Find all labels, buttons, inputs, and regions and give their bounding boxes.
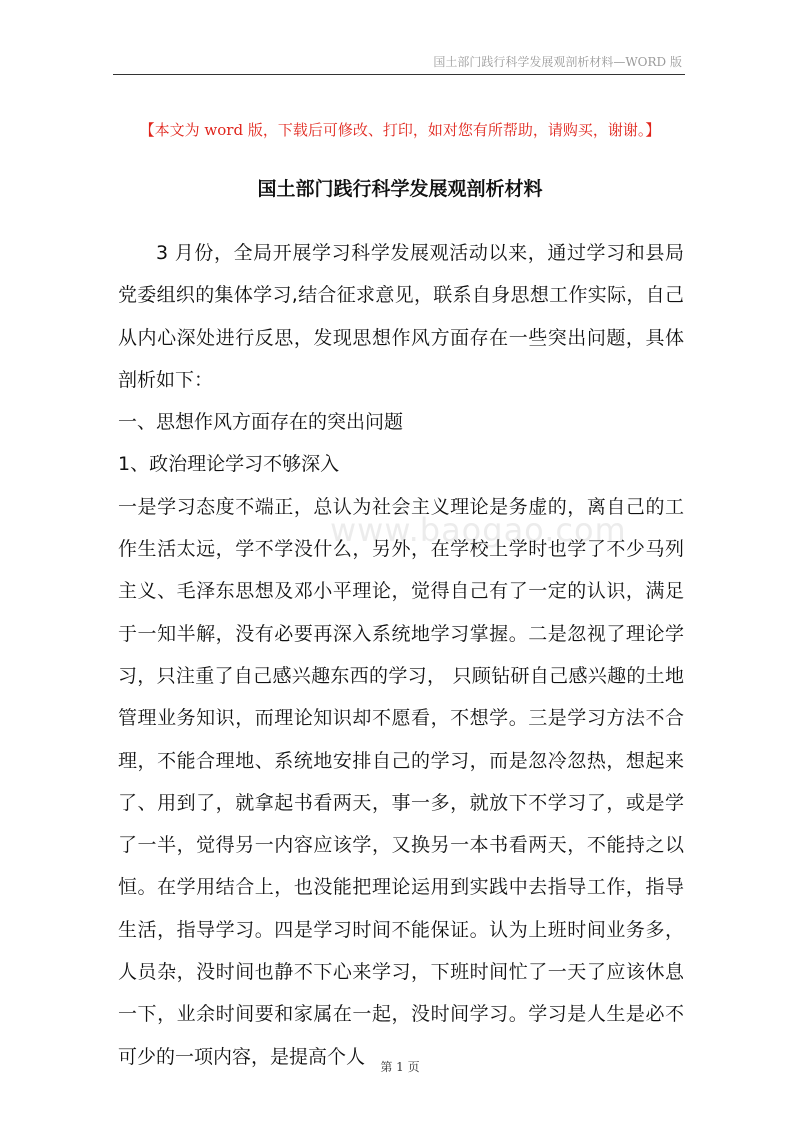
section-heading: 一、思想作风方面存在的突出问题: [118, 411, 404, 434]
body-paragraph: 一是学习态度不端正，总认为社会主义理论是务虚的，离自己的工作生活太远，学不学没什么，另外，在学校上学时也学了不少马列主义、毛泽东思想及邓小平理论，觉得自己有了一定的认识，满足于一知半解，没有必要再深入系统地学习掌握。二是忽视了理论学习，只注重了自己感兴趣东西的学习， 只顾钻研自己感兴趣的土地管理业务知识，而理论知识却不愿看，不想学。三是学习方法不合理，不能合理地、系统地安排自己的学习，而是忽冷忽热，想起来了、用到了，就拿起书看两天，事一多，就放下不学习了，或是学了一半，觉得另一内容应该学，又换另一本书看两天，不能持之以恒。在学用结合上，也没能把理论运用到实践中去指导工作，指导生活，指导学习。四是学习时间不能保证。认为上班时间业务多，人员杂，没时间也静不下心来学习，下班时间忙了一天了应该休息一下，业余时间要和家属在一起，没时间学习。学习是人生是必不可少的一项内容，是提高个人: [118, 495, 684, 1068]
document-body: [118, 232, 684, 1078]
purchase-notice: 【本文为 word 版，下载后可修改、打印，如对您有所帮助，请购买，谢谢。】: [139, 121, 661, 139]
intro-paragraph: 3 月份，全局开展学习科学发展观活动以来，通过学习和县局党委组织的集体学习,结合征求意见，联系自身思想工作实际，自己从内心深处进行反思，发现思想作风方面存在一些突出问题，具体剖析如下：: [118, 242, 684, 391]
running-header: 国土部门践行科学发展观剖析材料—WORD 版: [433, 55, 682, 69]
watermark: www.baogao.com: [330, 511, 627, 549]
subsection-heading: 1、政治理论学习不够深入: [118, 453, 340, 476]
header-divider: [113, 74, 685, 75]
document-title: 国土部门践行科学发展观剖析材料: [257, 178, 543, 200]
page-number: 第 1 页: [380, 1060, 420, 1074]
